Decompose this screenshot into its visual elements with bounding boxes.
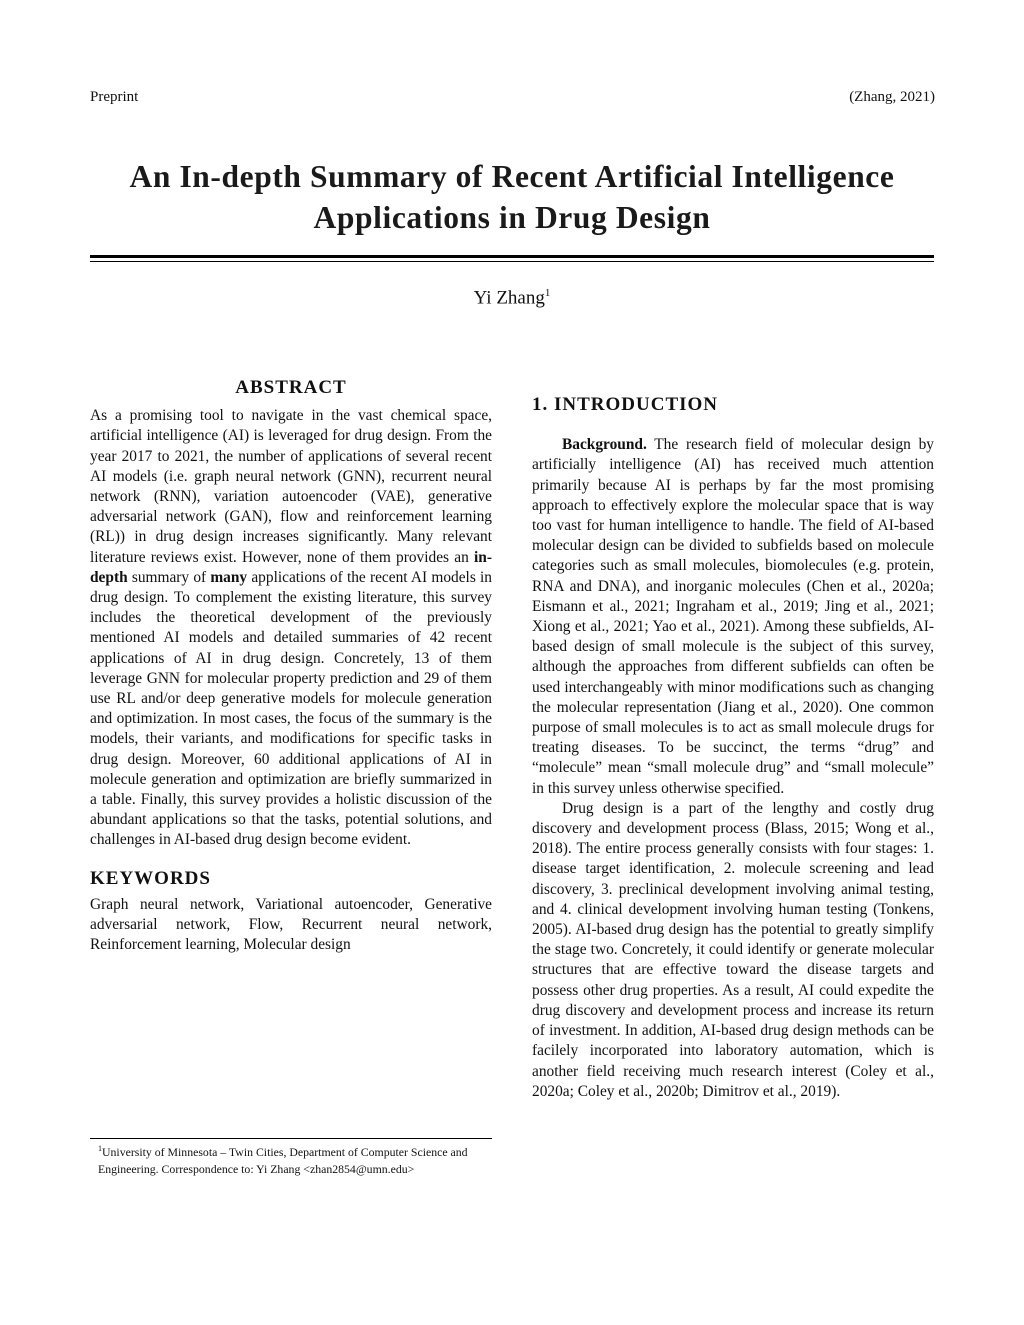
abstract-heading: ABSTRACT (235, 377, 347, 398)
abstract-bold-many: many (210, 568, 248, 586)
introduction-paragraph-1-text: The research field of molecular design by artificially intelligence (AI) has received much attention primarily because AI is perhaps by far the most promising approach to effectively explore the molecular space that is way too vast for human intelligence to handle. The field of AI-based molecular design can be divided to subfields based on molecule categories such as small molecules, biomolecules (e.g. protein, RNA and DNA), and inorganic molecules (Chen et al., 2020a; Eismann et al., 2021; Ingraham et al., 2019; Jing et al., 2021; Xiong et al., 2021; Yao et al., 2021). Among these subfields, AI-based design of small molecule is the subject of this survey, although the approaches from different subfields can often be used interchangeably with minor modifications such as changing the molecular representation (Jiang et al., 2020). One common purpose of small molecules is to act as small molecule drugs for treating diseases. To be succinct, the terms “drug” and “molecule” mean “small molecule drug” and “small molecule” in this survey unless otherwise specified. (532, 436, 934, 797)
title-rule-thin (90, 261, 934, 262)
introduction-paragraph-2: Drug design is a part of the lengthy and costly drug discovery and development process (Blass, 2015; Wong et al., 2018). The entire process generally consists with four stages: 1. disease target identification, 2. molecule screening and lead discovery, 3. preclinical development involving animal testing, and 4. clinical development involving human testing (Tonkens, 2005). AI-based drug design has the potential to greatly simplify the stage two. Concretely, it could identify or generate molecular structures that are effective toward the disease targets and possess other drug properties. As a result, AI could expedite the drug discovery and development process and increase its return of investment. In addition, AI-based drug design methods can be facilely incorporated into laboratory automation, which is another field receiving much research interest (Coley et al., 2020a; Coley et al., 2020b; Dimitrov et al., 2019). (532, 799, 934, 1100)
paper-title-line-1: An In-depth Summary of Recent Artificial Intelligence (129, 159, 895, 194)
title-rule-thick (90, 255, 934, 258)
footnote (98, 1140, 492, 1178)
paper-title (90, 156, 934, 238)
left-column (90, 378, 492, 955)
abstract-bold-in-depth: in-depth (90, 548, 492, 586)
abstract-text-part-a: As a promising tool to navigate in the vast chemical space, artificial intelligence (AI) is leveraged for drug design. From the year 2017 to 2021, the number of applications of several recent AI models (i.e. graph neural network (GNN), recurrent neural network (RNN), variation autoencoder (VAE), generative adversarial network (GAN), flow and reinforcement learning (RL)) in drug design increases significantly. Many relevant literature reviews exist. However, none of them provides an (90, 407, 492, 566)
background-lead: Background. (562, 436, 647, 454)
introduction-paragraph-1 (532, 435, 934, 799)
author-name: Yi Zhang (473, 287, 545, 309)
author-affiliation-mark: 1 (544, 287, 551, 299)
running-header-left: Preprint (90, 89, 139, 105)
footnote-text: University of Minnesota – Twin Cities, Department of Computer Science and Engineering. Correspondence to: Yi Zhang <zhan2854@umn.edu> (98, 1144, 468, 1176)
abstract-text-part-b: summary of (127, 568, 211, 586)
running-header-right: (Zhang, 2021) (849, 89, 935, 105)
introduction-heading: 1. INTRODUCTION (532, 394, 719, 415)
footnote-rule (90, 1138, 492, 1139)
keywords-heading: KEYWORDS (90, 867, 211, 889)
paper-title-line-2: Applications in Drug Design (313, 200, 711, 235)
footnote-mark: 1 (98, 1144, 102, 1153)
right-column (532, 395, 934, 1102)
keywords-text: Graph neural network, Variational autoencoder, Generative adversarial network, Flow, Recurrent neural network, Reinforcement learning, Molecular design (90, 895, 492, 954)
abstract-text (90, 406, 492, 850)
author-line (90, 287, 934, 309)
abstract-text-part-c: applications of the recent AI models in drug design. To complement the existing literature, this survey includes the theoretical development of the previously mentioned AI models and detailed summaries of 42 recent applications of AI in drug design. Concretely, 13 of them leverage GNN for molecular property prediction and 29 of them use RL and/or deep generative models for molecule generation and optimization. In most cases, the focus of the summary is the models, their variants, and modifications for specific tasks in drug design. Moreover, 60 additional applications of AI in molecule generation and optimization are briefly summarized in a table. Finally, this survey provides a holistic discussion of the abundant applications so that the tasks, potential solutions, and challenges in AI-based drug design become evident. (90, 568, 492, 849)
